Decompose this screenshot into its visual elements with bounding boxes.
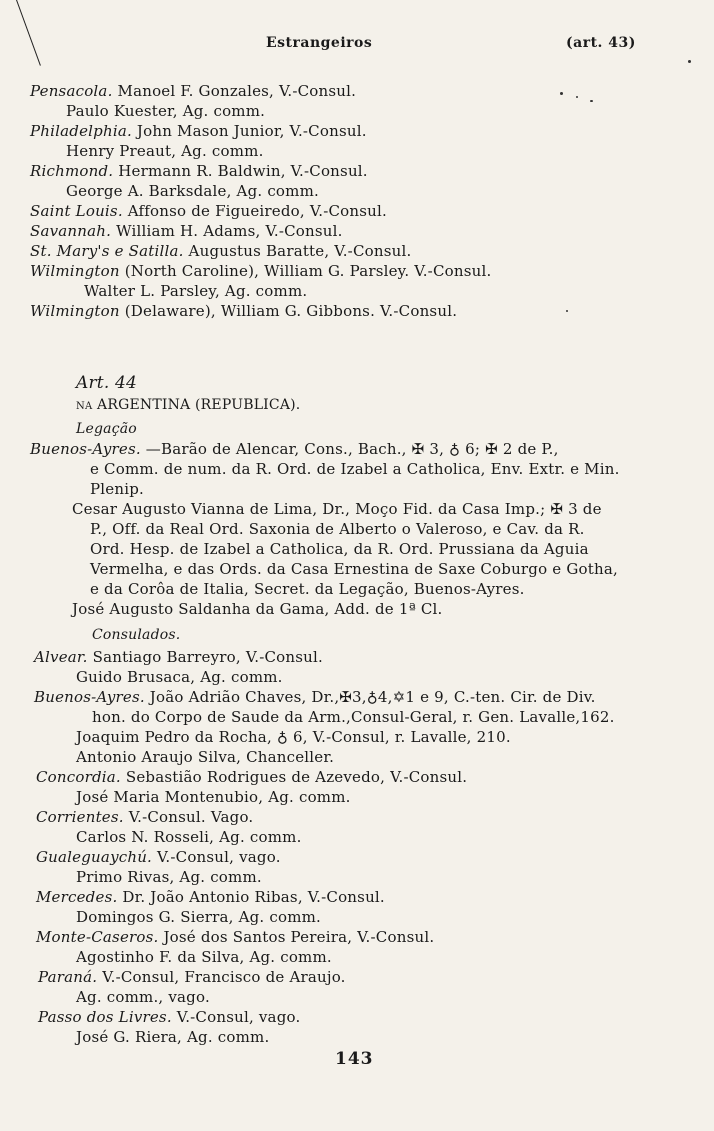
list-item: Carlos N. Rosseli, Ag. comm. [76,828,302,846]
list-item: St. Mary's e Satilla. Augustus Baratte, V.-Consul. [30,242,412,260]
list-item: Paraná. V.-Consul, Francisco de Araujo. [38,968,346,986]
list-item: Gualeguaychú. V.-Consul, vago. [36,848,281,866]
list-item: e Comm. de num. da R. Ord. de Izabel a Catholica, Env. Extr. e Min. [90,460,620,478]
ink-speck [560,92,563,95]
consulates-heading: Consulados. [92,627,181,643]
list-item: Guido Brusaca, Ag. comm. [76,668,283,686]
list-item: Corrientes. V.-Consul. Vago. [36,808,254,826]
list-item: P., Off. da Real Ord. Saxonia de Alberto o Valeroso, e Cav. da R. [90,520,585,538]
list-item: José G. Riera, Ag. comm. [76,1028,270,1046]
list-item: José Augusto Saldanha da Gama, Add. de 1ª Cl. [72,600,443,618]
list-item: Mercedes. Dr. João Antonio Ribas, V.-Consul. [36,888,385,906]
country-heading: na ARGENTINA (REPUBLICA). [76,397,301,413]
article-title: Art. 44 [76,373,138,393]
list-item: Vermelha, e das Ords. da Casa Ernestina de Saxe Coburgo e Gotha, [90,560,618,578]
list-item: Joaquim Pedro da Rocha, ♁ 6, V.-Consul, r. Lavalle, 210. [76,728,511,746]
list-item: Wilmington (Delaware), William G. Gibbons. V.-Consul. [30,302,458,320]
list-item: José Maria Montenubio, Ag. comm. [76,788,351,806]
list-item: hon. do Corpo de Saude da Arm.,Consul-Geral, r. Gen. Lavalle,162. [92,708,615,726]
list-item: Wilmington (North Caroline), William G. Parsley. V.-Consul. [30,262,492,280]
list-item: Domingos G. Sierra, Ag. comm. [76,908,322,926]
list-item: Buenos-Ayres. João Adrião Chaves, Dr.,✠3,♁4,✡1 e 9, C.-ten. Cir. de Div. [34,688,596,706]
list-item: Monte-Caseros. José dos Santos Pereira, V.-Consul. [36,928,435,946]
list-item: Agostinho F. da Silva, Ag. comm. [76,948,332,966]
ink-speck [576,96,578,98]
list-item: Concordia. Sebastião Rodrigues de Azevedo, V.-Consul. [36,768,468,786]
list-item: Passo dos Livres. V.-Consul, vago. [38,1008,301,1026]
running-head-article-ref: (art. 43) [566,35,636,51]
list-item: Walter L. Parsley, Ag. comm. [84,282,308,300]
list-item: Henry Preaut, Ag. comm. [66,142,264,160]
list-item: Buenos-Ayres. —Barão de Alencar, Cons., Bach., ✠ 3, ♁ 6; ✠ 2 de P., [30,440,559,458]
list-item: e da Corôa de Italia, Secret. da Legação, Buenos-Ayres. [90,580,525,598]
list-item: Pensacola. Manoel F. Gonzales, V.-Consul. [30,82,357,100]
list-item: Saint Louis. Affonso de Figueiredo, V.-Consul. [30,202,387,220]
list-item: Antonio Araujo Silva, Chanceller. [76,748,335,766]
list-item: Ord. Hesp. de Izabel a Catholica, da R. Ord. Prussiana da Aguia [90,540,589,558]
list-item: Paulo Kuester, Ag. comm. [66,102,266,120]
list-item: Philadelphia. John Mason Junior, V.-Consul. [30,122,367,140]
list-item: Primo Rivas, Ag. comm. [76,868,262,886]
margin-stroke [16,0,41,66]
ink-speck [566,310,568,312]
list-item: Ag. comm., vago. [76,988,210,1006]
list-item: Savannah. William H. Adams, V.-Consul. [30,222,343,240]
ink-speck [688,60,691,63]
list-item: Cesar Augusto Vianna de Lima, Dr., Moço Fid. da Casa Imp.; ✠ 3 de [72,500,602,518]
list-item: Richmond. Hermann R. Baldwin, V.-Consul. [30,162,368,180]
running-head-title: Estrangeiros [266,35,373,51]
page-number: 143 [335,1049,374,1069]
list-item: George A. Barksdale, Ag. comm. [66,182,319,200]
ink-speck [590,100,593,102]
list-item: Alvear. Santiago Barreyro, V.-Consul. [34,648,323,666]
list-item: Plenip. [90,480,144,498]
legation-heading: Legação [76,421,137,437]
